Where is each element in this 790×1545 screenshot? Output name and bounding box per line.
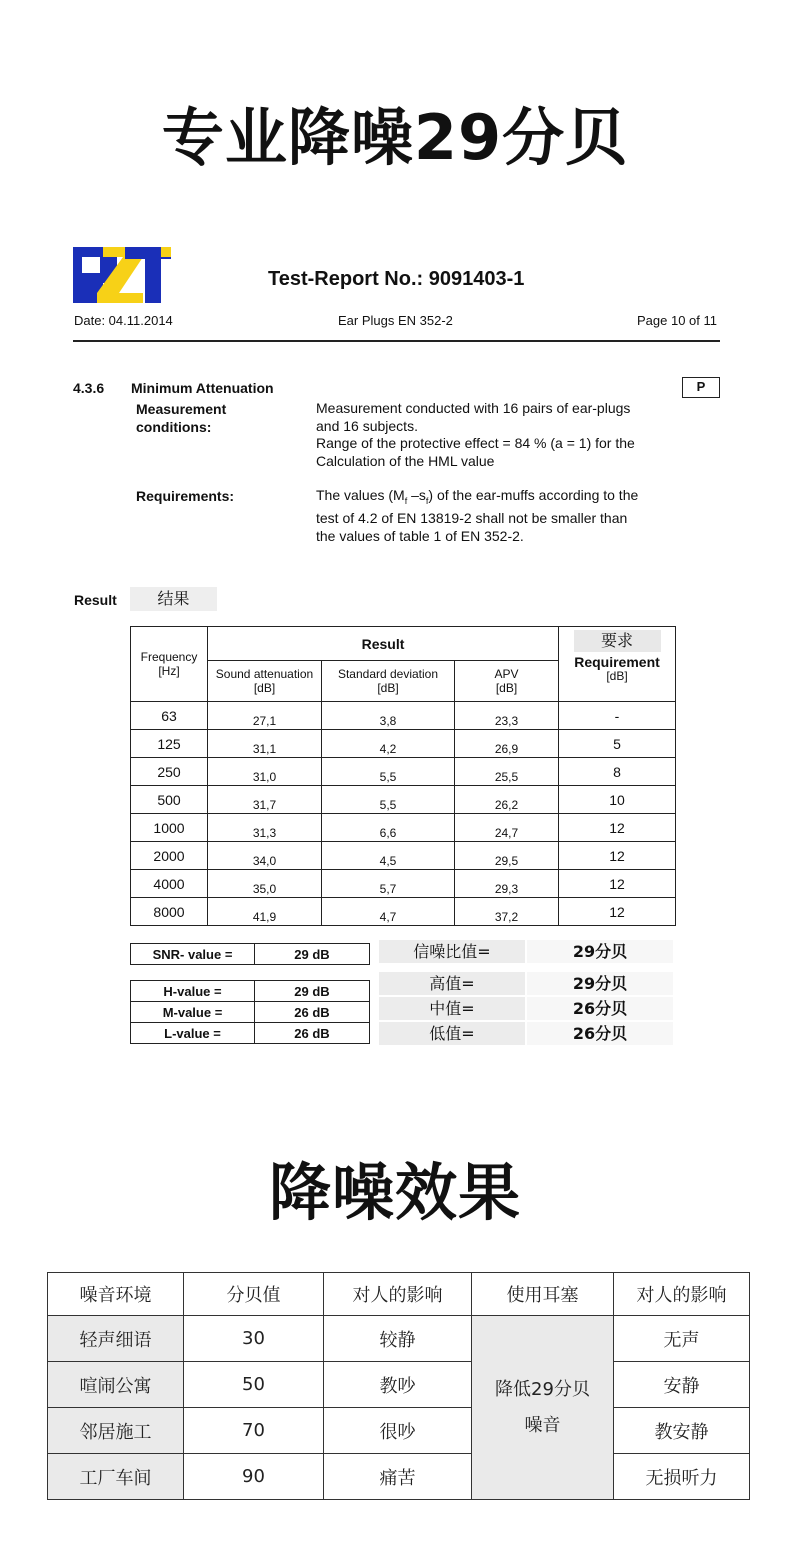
table-row: 工厂车间 90 痛苦 无损听力: [48, 1454, 750, 1500]
snr-box: [130, 943, 370, 965]
result-label-cn: 结果: [130, 587, 217, 611]
table-row: 125 31,1 4,2 26,9 5: [131, 730, 676, 758]
requirements-label: Requirements:: [136, 488, 235, 504]
pass-badge: P: [682, 377, 720, 398]
section-number: 4.3.6: [73, 380, 105, 396]
measurement-text: Measurement conducted with 16 pairs of ear-plugs and 16 subjects. Range of the protective effect = 84 % (a = 1) for the Calculation of the HML value: [316, 400, 635, 469]
l-value: 26 dB: [255, 1023, 370, 1044]
measurement-label: Measurement conditions:: [136, 401, 227, 435]
sound-attenuation-header: Sound attenuation [dB]: [208, 661, 322, 702]
hml-box: [130, 980, 370, 1044]
earplug-effect-cell: 降低29分贝 噪音: [472, 1316, 614, 1500]
apv-header: APV [dB]: [455, 661, 559, 702]
report-date: Date: 04.11.2014: [74, 313, 173, 328]
attenuation-table: [130, 626, 676, 926]
header-divider: [73, 340, 720, 342]
l-value-label: L-value =: [131, 1023, 255, 1044]
result-group-header: Result: [208, 627, 559, 661]
page-heading: 专业降噪29分贝: [161, 101, 629, 174]
report-title: Test-Report No.: 9091403-1: [268, 268, 525, 290]
standard-deviation-header: Standard deviation [dB]: [322, 661, 455, 702]
pzt-logo: [73, 247, 171, 303]
result-label: Result: [74, 592, 117, 608]
snr-value: 29 dB: [255, 944, 370, 965]
cn-high-row: 高值= 29分贝: [379, 972, 673, 995]
h-value: 29 dB: [255, 981, 370, 1002]
effect-heading: 降噪效果: [268, 1156, 521, 1229]
snr-label: SNR- value =: [131, 944, 255, 965]
cn-mid-row: 中值= 26分贝: [379, 997, 673, 1020]
table-row: 2000 34,0 4,5 29,5 12: [131, 842, 676, 870]
table-row: 500 31,7 5,5 26,2 10: [131, 786, 676, 814]
m-value: 26 dB: [255, 1002, 370, 1023]
table-row: 250 31,0 5,5 25,5 8: [131, 758, 676, 786]
h-value-label: H-value =: [131, 981, 255, 1002]
table-row: 4000 35,0 5,7 29,3 12: [131, 870, 676, 898]
report-page: Page 10 of 11: [637, 313, 717, 328]
table-row: 邻居施工 70 很吵 教安静: [48, 1408, 750, 1454]
section-title: Minimum Attenuation: [131, 380, 274, 396]
m-value-label: M-value =: [131, 1002, 255, 1023]
table-row: 63 27,1 3,8 23,3 -: [131, 702, 676, 730]
table-row: 1000 31,3 6,6 24,7 12: [131, 814, 676, 842]
report-product: Ear Plugs EN 352-2: [338, 313, 453, 328]
cn-low-row: 低值= 26分贝: [379, 1022, 673, 1045]
frequency-header: Frequency [Hz]: [131, 627, 208, 702]
requirements-text: The values ($M_f$ $-s_f$) of the ear-muffs according to the test of 4.2 of EN 13819-2 shall not be smaller than the values of table 1 of EN 352-2.: [316, 487, 639, 544]
table-row: 8000 41,9 4,7 37,2 12: [131, 898, 676, 926]
requirement-header: 要求 Requirement [dB]: [559, 627, 676, 702]
table-header-row: 噪音环境 分贝值 对人的影响 使用耳塞 对人的影响: [48, 1273, 750, 1316]
table-row: 喧闹公寓 50 教吵 安静: [48, 1362, 750, 1408]
cn-snr-row: 信噪比值= 29分贝: [379, 940, 673, 963]
noise-effect-table: [47, 1272, 750, 1500]
table-row: 轻声细语 30 较静 降低29分贝 噪音 无声: [48, 1316, 750, 1362]
